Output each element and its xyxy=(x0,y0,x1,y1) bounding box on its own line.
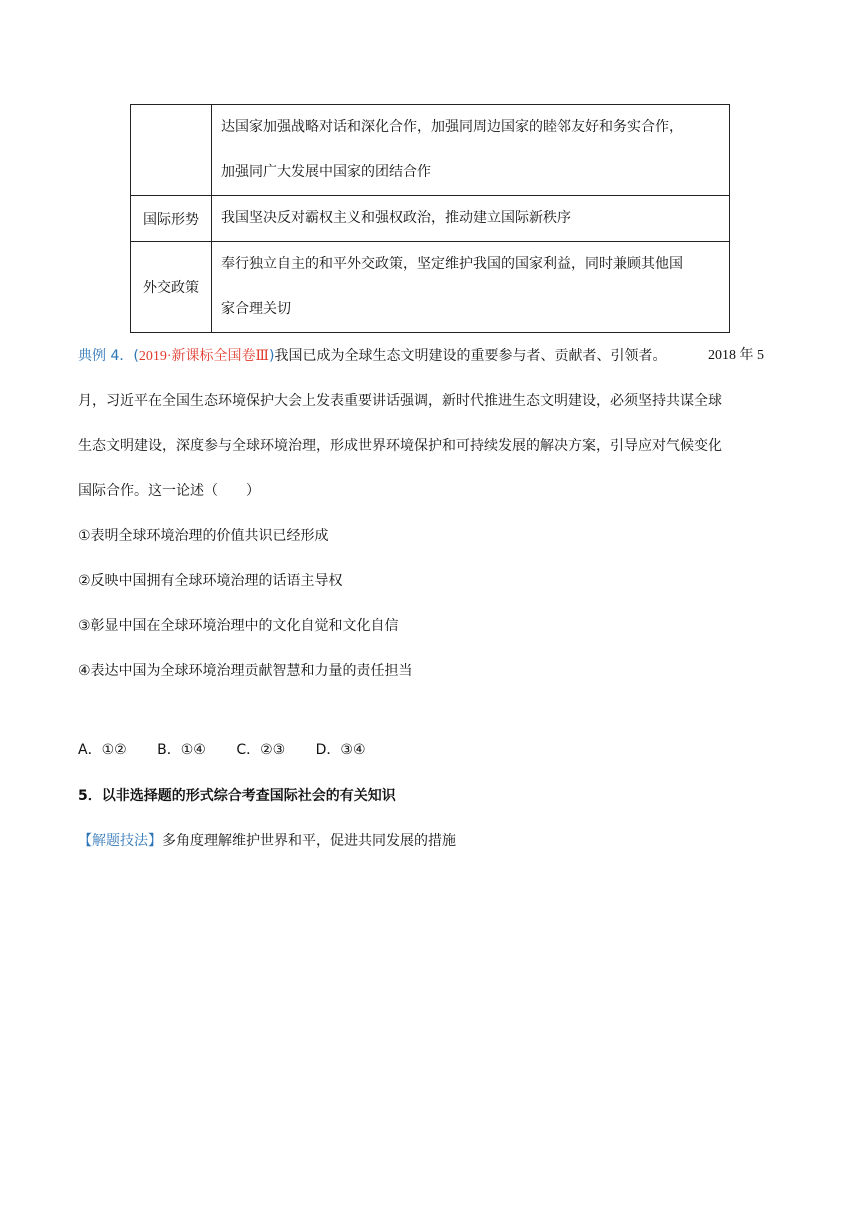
statement-4: ④表达中国为全球环境治理贡献智慧和力量的责任担当 xyxy=(78,663,413,679)
option-a: A．①② xyxy=(78,742,127,758)
example-source: 2019·新课标全国卷Ⅲ xyxy=(138,349,269,364)
option-c: C．②③ xyxy=(236,742,286,758)
table-cell-line: 家合理关切 xyxy=(221,301,291,317)
table-row-body xyxy=(212,105,730,196)
example-line-4: 国际合作。这一论述（ ） xyxy=(78,483,260,499)
table-row-head: 国际形势 xyxy=(131,196,212,242)
table-cell-line: 我国坚决反对霸权主义和强权政治，推动建立国际新秩序 xyxy=(221,210,571,226)
option-d: D．③④ xyxy=(315,742,366,758)
table-row-head: 外交政策 xyxy=(131,242,212,333)
table-row xyxy=(131,105,730,196)
method-text: 多角度理解维护世界和平，促进共同发展的措施 xyxy=(162,833,456,849)
comparison-table xyxy=(130,104,730,333)
method-label: 【解题技法】 xyxy=(78,833,162,849)
method-line xyxy=(78,830,456,852)
table-cell-line: 奉行独立自主的和平外交政策，坚定维护我国的国家利益，同时兼顾其他国 xyxy=(221,256,683,272)
statement-3: ③彰显中国在全球环境治理中的文化自觉和文化自信 xyxy=(78,618,399,634)
answer-options xyxy=(78,739,366,761)
statement-2: ②反映中国拥有全球环境治理的话语主导权 xyxy=(78,573,343,589)
example-line-1 xyxy=(78,345,666,367)
table-row-body xyxy=(212,196,730,242)
table-row-body xyxy=(212,242,730,333)
table-row xyxy=(131,196,730,242)
section-heading: 5．以非选择题的形式综合考查国际社会的有关知识 xyxy=(78,788,396,804)
example-year: 2018 年 5 xyxy=(708,348,764,363)
example-label: 典例 4． xyxy=(78,348,134,364)
table-cell-line: 加强同广大发展中国家的团结合作 xyxy=(221,164,431,180)
option-b: B．①④ xyxy=(157,742,206,758)
example-line-3: 生态文明建设，深度参与全球环境治理，形成世界环境保护和可持续发展的解决方案，引导应对气候变化 xyxy=(78,438,722,454)
table-row-head xyxy=(131,105,212,196)
table-row xyxy=(131,242,730,333)
statement-1: ①表明全球环境治理的价值共识已经形成 xyxy=(78,528,329,544)
example-text: 我国已成为全球生态文明建设的重要参与者、贡献者、引领者。 xyxy=(274,348,667,364)
example-source-open: ( xyxy=(133,348,139,364)
table-cell-line: 达国家加强战略对话和深化合作，加强同周边国家的睦邻友好和务实合作， xyxy=(221,119,683,135)
example-source-close: ) xyxy=(269,348,275,364)
example-line-2: 月，习近平在全国生态环境保护大会上发表重要讲话强调，新时代推进生态文明建设，必须坚持共谋全球 xyxy=(78,393,722,409)
